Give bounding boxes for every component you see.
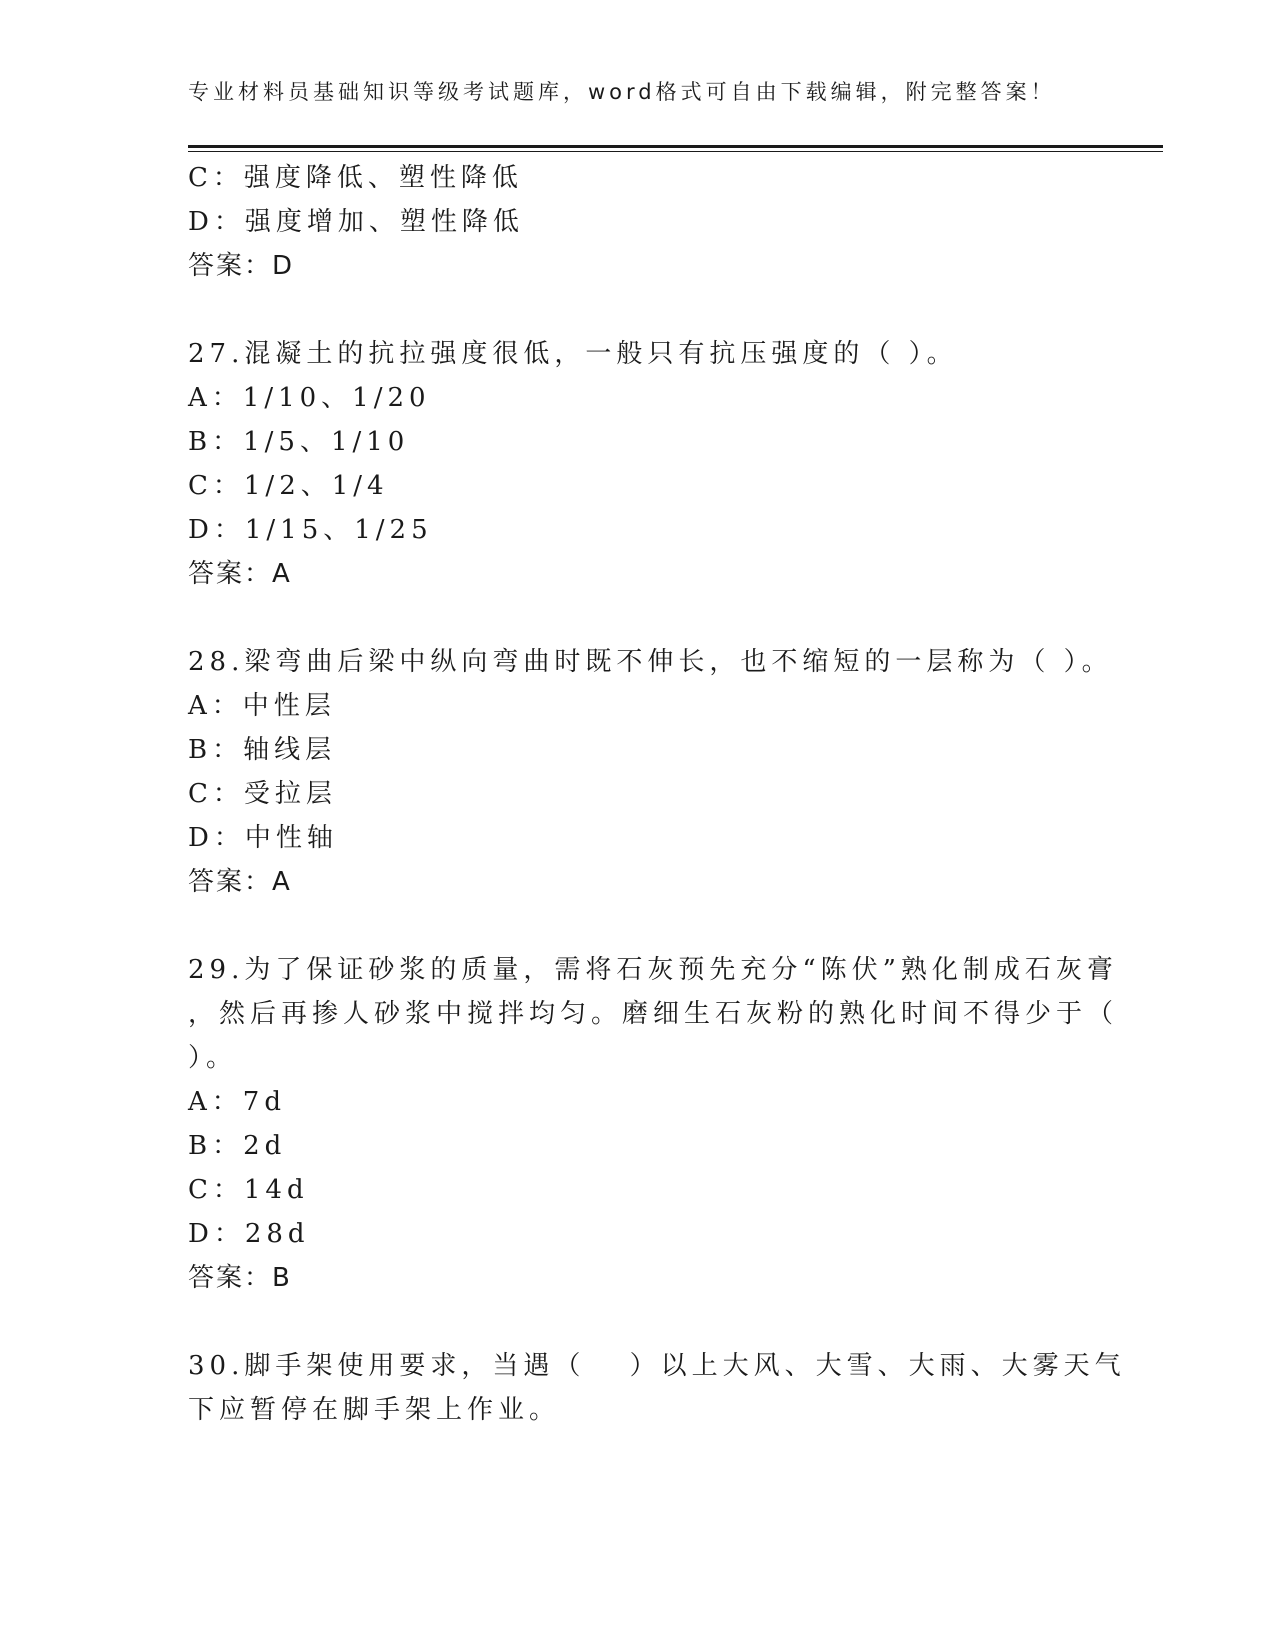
option-c: C：14d [188,1175,309,1205]
question-stem: ，然后再掺人砂浆中搅拌均匀。磨细生石灰粉的熟化时间不得少于（ [188,999,1119,1029]
option-d: D：中性轴 [188,823,338,853]
option-d: D：1/15、1/25 [188,515,433,545]
option-a: A：1/10、1/20 [188,383,431,413]
question-stem: 下应暂停在脚手架上作业。 [188,1395,561,1425]
option-b: B：1/5、1/10 [188,427,410,457]
answer-line: 答案：D [188,251,295,281]
question-stem: 30.脚手架使用要求，当遇（ ）以上大风、大雪、大雨、大雾天气 [188,1351,1126,1381]
answer-line: 答案：A [188,559,292,589]
header-rule-thin [188,151,1163,152]
option-d: D：强度增加、塑性降低 [188,207,524,237]
option-d: D：28d [188,1219,310,1249]
question-stem: ）。 [188,1043,238,1073]
answer-line: 答案：B [188,1263,292,1293]
option-c: C：受拉层 [188,779,337,809]
option-a: A：中性层 [188,691,336,721]
option-a: A：7d [188,1087,286,1117]
option-b: B：2d [188,1131,287,1161]
question-stem: 29.为了保证砂浆的质量，需将石灰预先充分“陈伏”熟化制成石灰膏 [188,955,1118,985]
answer-line: 答案：A [188,867,292,897]
question-stem: 27.混凝土的抗拉强度很低，一般只有抗压强度的（ ）。 [188,339,958,369]
option-b: B：轴线层 [188,735,337,765]
header-rule-thick [188,145,1163,148]
option-c: C：强度降低、塑性降低 [188,163,523,193]
option-c: C：1/2、1/4 [188,471,389,501]
page-header: 专业材料员基础知识等级考试题库，word格式可自由下载编辑，附完整答案！ [188,80,1056,104]
question-stem: 28.梁弯曲后梁中纵向弯曲时既不伸长，也不缩短的一层称为（ ）。 [188,647,1113,677]
